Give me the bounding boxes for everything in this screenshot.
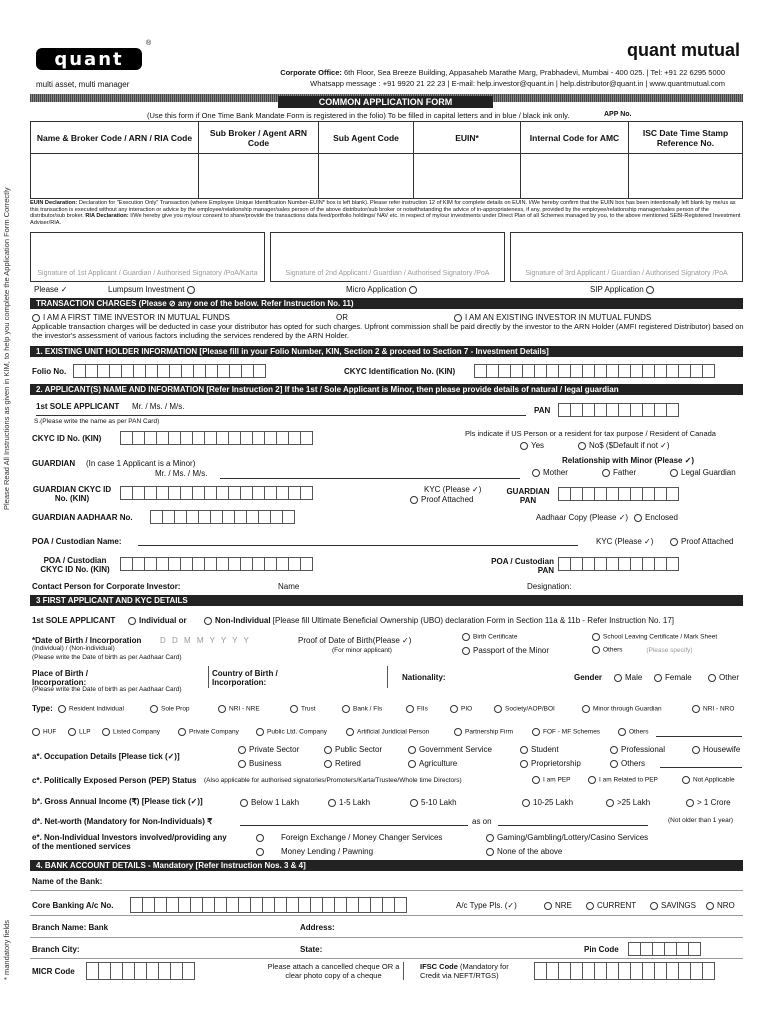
type-huf-radio[interactable] [32,728,40,736]
poa-ckyc-boxes[interactable] [120,557,312,571]
broker-header-subagent: Sub Agent Code [319,122,414,154]
pan-name-note: S.(Please write the name as per PAN Card) [34,418,160,425]
ac-nre[interactable]: NRE [544,901,572,910]
contact-name-label: Name [278,582,300,591]
address-label: Address: [300,923,335,932]
type-fiis-radio[interactable] [406,705,414,713]
poa-pan-boxes[interactable] [558,557,678,571]
type-sole-prop-radio[interactable] [150,705,158,713]
non-individual-option[interactable]: Non-Individual [Please fill Ultimate Beneficial Ownership (UBO) declaration Form in Section 11a & 11b - Refer Instruction No. 17] [204,616,674,625]
euin-cell[interactable] [414,154,521,199]
occ-private[interactable]: Private Sector [238,745,299,754]
type-sole-prop[interactable]: Sole Prop [150,705,190,713]
type-resident[interactable]: Resident Individual [58,705,124,713]
aadhaar-enclosed-radio[interactable] [634,514,642,522]
type-others-line[interactable] [656,736,742,737]
income-crore[interactable]: > 1 Crore [686,798,731,807]
core-banking-divider [30,915,743,916]
birth-cert-option[interactable]: Birth Certificate [462,633,517,641]
pan-label: PAN [534,406,551,415]
signature-box-3[interactable]: Signature of 3rd Applicant / Guardian / Authorised Signatory /PoA [510,232,743,282]
occ-professional[interactable]: Professional [610,745,665,754]
poa-name-label: POA / Custodian Name: [32,537,122,546]
not-older-note: (Not older than 1 year) [668,817,734,824]
micro-radio[interactable] [409,286,417,294]
pin-code-label: Pin Code [584,945,619,954]
ckyc-id-label: CKYC ID No. (KIN) [32,434,102,443]
ni-forex[interactable]: Foreign Exchange / Money Changer Services [256,833,442,842]
income-25plus-radio[interactable] [606,799,614,807]
occ-retired[interactable]: Retired [324,759,361,768]
ckyc-kin-boxes[interactable] [474,364,714,378]
sip-option[interactable]: SIP Application [590,285,657,294]
income-5-10[interactable]: 5-10 Lakh [410,798,457,807]
ac-nre-radio[interactable] [544,902,552,910]
subagent-cell[interactable] [319,154,414,199]
pep-option-related[interactable]: I am Related to PEP [588,776,658,784]
poa-pan-label: POA / Custodian PAN [491,557,554,575]
ni-none-radio[interactable] [486,848,494,856]
occ-others-line[interactable] [660,767,742,768]
occ-student[interactable]: Student [520,745,559,754]
form-title: COMMON APPLICATION FORM [278,96,493,108]
ifsc-boxes[interactable] [534,962,714,980]
broker-table [30,121,743,199]
branch-city-divider [30,958,743,959]
or-label: OR [336,313,348,322]
ac-nro[interactable]: NRO [706,901,735,910]
legal-guardian-option[interactable]: Legal Guardian [670,468,736,477]
type-nri-nre[interactable]: NRI - NRE [218,705,260,713]
ni-forex-radio[interactable] [256,834,264,842]
occupation-label: a*. Occupation Details [Please tick (✓)] [32,752,180,761]
ac-type-label: A/c Type Pls. (✓) [456,901,517,910]
poa-ckyc-label: POA / Custodian CKYC ID No. (KIN) [40,556,110,574]
micr-label: MICR Code [32,967,75,976]
subbroker-cell[interactable] [199,154,319,199]
type-pio[interactable]: PIO [450,705,472,713]
branch-name-divider [30,937,743,938]
broker-name-cell[interactable] [31,154,199,199]
lumpsum-radio[interactable] [187,286,195,294]
type-ajp[interactable]: Artificial Juridicial Person [346,728,429,736]
type-minor-guardian[interactable]: Minor through Guardian [582,705,662,713]
first-time-option[interactable]: I AM A FIRST TIME INVESTOR IN MUTUAL FUNDS [32,313,230,322]
type-nri-nro[interactable]: NRI - NRO [692,705,734,713]
type-others[interactable]: Others [618,728,649,736]
guardian-salutation: Mr. / Ms. / M/s. [155,469,208,478]
type-trust[interactable]: Trust [290,705,316,713]
occ-public-radio[interactable] [324,746,332,754]
nationality-label: Nationality: [402,673,446,682]
income-below1-radio[interactable] [240,799,248,807]
guardian-aadhaar-label: GUARDIAN AADHAAR No. [32,513,133,522]
pep-option-na[interactable]: Not Applicable [682,776,735,784]
core-banking-boxes[interactable] [130,897,406,913]
sole-name-line[interactable] [36,415,526,416]
broker-header-internal: Internal Code for AMC [521,122,629,154]
bank-name-label: Name of the Bank: [32,877,103,886]
occ-proprietorship[interactable]: Proprietorship [520,759,581,768]
us-yes-option[interactable]: Yes [520,441,544,450]
euin-declaration: EUIN Declaration: Declaration for "Execution Only" Transaction (where Employee Unique Identification Number-EUIN* box is left blank). Please refer instruction 12 of KIM for complete details on EUIN. I/We hereby confirm that the EUIN box has been intentionally left blank by me/us as this transaction is executed without any interaction or advice by the employee/relationship manager/sales person of the above distributor/sub broker or notwithstanding the advice of in-appropriateness, if any, provided by the employee/relationship manager/sales person of the distributor/sub broker. RIA Declaration: I/We hereby give you my/our consent to share/provide the transactions data feed/portfolio holdings/ NAV etc. in respect of my/our investments under Direct Plan of all Schemes managed by you, to the above mentioned SEBI-Registered Investment Adviser/RIA. [30,200,741,226]
side-instruction-text: Please Read All Instructions as given in KIM, to help you complete the Application Form Correctly [2,187,11,510]
bank-name-divider [30,890,743,891]
occ-proprietorship-radio[interactable] [520,760,528,768]
existing-option[interactable]: I AM AN EXISTING INVESTOR IN MUTUAL FUNDS [454,313,651,322]
type-fof[interactable]: FOF - MF Schemes [532,728,600,736]
broker-header-name: Name & Broker Code / ARN / RIA Code [31,122,199,154]
type-bank[interactable]: Bank / FIs [342,705,382,713]
sole-applicant-label: 1st SOLE APPLICANT [36,402,120,411]
income-crore-radio[interactable] [686,799,694,807]
pep-option-pep[interactable]: I am PEP [532,776,570,784]
pan-boxes[interactable] [558,403,678,417]
micr-boxes[interactable] [86,962,194,980]
us-yes-radio[interactable] [520,442,528,450]
type-llp[interactable]: LLP [68,728,91,736]
dob-sub: (Individual) / (Non-individual) [32,645,115,652]
pep-note: (Also applicable for authorised signatories/Promoters/Karta/Trustee/Whole time Directors) [204,777,462,784]
sip-radio[interactable] [646,286,654,294]
networth-line[interactable] [240,825,468,826]
contact-line: Whatsapp message : +91 9920 21 22 23 | E-mail: help.investor@quant.in | help.distributor@quant.in | www.quantmutual.com [310,79,725,88]
corporate-office-line: Corporate Office: 6th Floor, Sea Breeze Building, Appasaheb Marathe Marg, Prabhadevi, Mumbai - 400 025. | Tel: +91 22 6295 5000 [280,68,725,77]
father-option[interactable]: Father [602,468,636,477]
transaction-charges-bar: TRANSACTION CHARGES (Please ⊘ any one of the below. Refer Instruction No. 11) [30,298,743,309]
type-listed[interactable]: Listed Company [102,728,160,736]
mother-option[interactable]: Mother [532,468,568,477]
tagline: multi asset, multi manager [36,80,130,89]
transaction-note: Applicable transaction charges will be deducted in case your distributor has opted for such charges. Upfront commission shall be paid directly by the investor to the ARN Holder (AMFI registered Distributor) based on the investor's assessment of various factors including the services rendered by the ARN Holder. [32,322,744,340]
proof-dob-label: Proof of Date of Birth(Please ✓) [298,636,412,645]
individual-radio[interactable] [128,617,136,625]
passport-minor-radio[interactable] [462,647,470,655]
gender-label: Gender [574,673,603,682]
father-radio[interactable] [602,469,610,477]
branch-name-label: Branch Name: Bank [32,923,109,932]
dob-label: *Date of Birth / Incorporation [32,636,142,645]
folio-label: Folio No. [32,367,67,376]
ni-gaming-radio[interactable] [486,834,494,842]
instruction-line: (Use this form if One Time Bank Mandate Form is registered in the folio) To be filled in capital letters and in blue / black ink only. [147,111,570,120]
guardian-note: (In case 1 Applicant is a Minor) [86,459,196,468]
proof-others-option[interactable]: Others (Please specify) [592,646,693,654]
individual-option[interactable]: Individual or [128,616,187,625]
income-1-5-radio[interactable] [328,799,336,807]
birth-cert-radio[interactable] [462,633,470,641]
occ-business-radio[interactable] [238,760,246,768]
poa-kyc-label: KYC (Please ✓) [596,537,654,546]
type-partnership-radio[interactable] [454,728,462,736]
income-below1[interactable]: Below 1 Lakh [240,798,299,807]
type-partnership[interactable]: Partnership Firm [454,728,513,736]
male-radio[interactable] [614,674,622,682]
as-on-label: as on [472,817,492,826]
section4-bar: 4. BANK ACCOUNT DETAILS - Mandatory [Refer Instruction Nos. 3 & 4] [30,860,743,871]
app-no-label: APP No. [604,111,632,118]
type-others-radio[interactable] [618,728,626,736]
signature-box-2[interactable]: Signature of 2nd Applicant / Guardian / Authorised Signatory /PoA [270,232,505,282]
guardian-label: GUARDIAN [32,459,76,468]
dob-aadhaar-note: (Please write the Date of birth as per Aadhaar Card) [32,654,182,661]
type-llp-radio[interactable] [68,728,76,736]
income-label: b*. Gross Annual Income (₹) [Please tick (✓)] [32,797,203,806]
type-trust-radio[interactable] [290,705,298,713]
male-option[interactable]: Male [614,673,642,682]
lumpsum-option[interactable]: Lumpsum Investment [108,285,198,294]
ni-moneylending[interactable]: Money Lending / Pawning [256,847,373,856]
type-society-radio[interactable] [494,705,502,713]
occ-others-radio[interactable] [610,760,618,768]
relationship-label: Relationship with Minor (Please ✓) [562,456,695,465]
ckyc-kin-label: CKYC Identification No. (KIN) [344,367,456,376]
type-public-radio[interactable] [256,728,264,736]
guardian-ckyc-label: GUARDIAN CKYC ID No. (KIN) [32,485,112,503]
type-nri-nro-radio[interactable] [692,705,700,713]
isc-stamp-cell[interactable] [629,154,743,199]
occ-others[interactable]: Others [610,759,645,768]
other-gender-option[interactable]: Other [708,673,739,682]
income-1-5[interactable]: 1-5 Lakh [328,798,370,807]
place-birth-label: Place of Birth / Incorporation: [32,669,89,687]
occ-agriculture[interactable]: Agriculture [408,759,457,768]
school-cert-option[interactable]: School Leaving Certificate / Mark Sheet [592,633,717,641]
female-radio[interactable] [654,674,662,682]
micro-option[interactable]: Micro Application [346,285,420,294]
country-birth-label: Country of Birth / Incorporation: [212,669,278,687]
non-individual-label: e*. Non-Individual Investors involved/providing any of the mentioned services [32,833,227,851]
ni-none[interactable]: None of the above [486,847,562,856]
pep-related-radio[interactable] [588,776,596,784]
ni-gaming[interactable]: Gaming/Gambling/Lottery/Casino Services [486,833,648,842]
ac-savings-radio[interactable] [650,902,658,910]
income-10-25[interactable]: 10-25 Lakh [522,798,573,807]
type-fiis[interactable]: FIIs [406,705,428,713]
ckyc-id-boxes[interactable] [120,431,312,445]
type-bank-radio[interactable] [342,705,350,713]
mother-radio[interactable] [532,469,540,477]
occ-private-radio[interactable] [238,746,246,754]
guardian-proof-radio[interactable] [410,496,418,504]
aadhaar-enclosed-option[interactable]: Enclosed [634,513,678,522]
place-birth-aadhaar-note: (Please write the Date of birth as per Aadhaar Card) [32,686,182,693]
signature-box-1[interactable]: Signature of 1st Applicant / Guardian / Authorised Signatory /PoA/Karta [30,232,265,282]
poa-proof-radio[interactable] [670,538,678,546]
proof-others-radio[interactable] [592,646,600,654]
occ-business[interactable]: Business [238,759,281,768]
type-fof-radio[interactable] [532,728,540,736]
occ-student-radio[interactable] [520,746,528,754]
ifsc-label: IFSC Code (Mandatory for Credit via NEFT/RTGS) [420,962,509,980]
pep-radio[interactable] [532,776,540,784]
section2-bar: 2. APPLICANT(S) NAME AND INFORMATION [Refer Instruction 2] If the 1st / Sole Applicant is Minor, then please provide details of natural / legal guardian [30,384,743,395]
us-no-option[interactable]: No$ ($Default if not ✓) [578,441,670,450]
ac-current-radio[interactable] [586,902,594,910]
core-banking-label: Core Banking A/c No. [32,901,114,910]
income-5-10-radio[interactable] [410,799,418,807]
ac-savings[interactable]: SAVINGS [650,901,696,910]
mandatory-fields-note: * mandatory fields [2,919,11,980]
type-ajp-radio[interactable] [346,728,354,736]
type-pio-radio[interactable] [450,705,458,713]
brand-name: quant mutual [627,40,740,60]
occ-government[interactable]: Government Service [408,745,492,754]
type-minor-guardian-radio[interactable] [582,705,590,713]
ac-current[interactable]: CURRENT [586,901,636,910]
occ-housewife[interactable]: Housewife [692,745,740,754]
other-gender-radio[interactable] [708,674,716,682]
pep-na-radio[interactable] [682,776,690,784]
guardian-name-line[interactable] [220,478,520,479]
quant-logo [36,44,146,74]
section1-bar: 1. EXISTING UNIT HOLDER INFORMATION [Please fill in your Folio Number, KIN, Section 2 & proceed to Section 7 - Investment Details] [30,346,743,357]
first-time-radio[interactable] [32,314,40,322]
legal-guardian-radio[interactable] [670,469,678,477]
for-minor-note: (For minor applicant) [332,647,392,654]
income-25plus[interactable]: >25 Lakh [606,798,650,807]
occ-retired-radio[interactable] [324,760,332,768]
guardian-proof-option[interactable]: Proof Attached [410,495,473,504]
section3-bar: 3 FIRST APPLICANT AND KYC DETAILS [30,595,743,606]
poa-name-line[interactable] [138,545,578,546]
designation-label: Designation: [527,582,572,591]
broker-header-subbroker: Sub Broker / Agent ARN Code [199,122,319,154]
as-on-line[interactable] [498,825,648,826]
please-label: Please ✓ [34,285,68,294]
non-individual-radio[interactable] [204,617,212,625]
pin-code-boxes[interactable] [628,942,700,956]
type-public[interactable]: Public Ltd. Company [256,728,327,736]
type-resident-radio[interactable] [58,705,66,713]
guardian-aadhaar-boxes[interactable] [150,510,294,524]
us-person-question: Pls indicate if US Person or a resident for tax purpose / Resident of Canada [465,429,716,438]
us-no-radio[interactable] [578,442,586,450]
income-10-25-radio[interactable] [522,799,530,807]
state-label: State: [300,945,323,954]
cheque-note: Please attach a cancelled cheque OR a clear photo copy of a cheque [264,962,404,980]
type-listed-radio[interactable] [102,728,110,736]
occ-housewife-radio[interactable] [692,746,700,754]
broker-header-isc: ISC Date Time Stamp Reference No. [629,122,743,154]
school-cert-radio[interactable] [592,633,600,641]
internal-code-cell[interactable] [521,154,629,199]
type-label: Type: [32,704,53,713]
occ-government-radio[interactable] [408,746,416,754]
type-huf[interactable]: HUF [32,728,56,736]
type-society[interactable]: Society/AOP/BOI [494,705,555,713]
guardian-pan-label: GUARDIAN PAN [506,487,550,505]
type-private-radio[interactable] [178,728,186,736]
occ-professional-radio[interactable] [610,746,618,754]
passport-minor-option[interactable]: Passport of the Minor [462,646,549,655]
registered-mark: ® [146,40,152,47]
female-option[interactable]: Female [654,673,692,682]
contact-person-label: Contact Person for Corporate Investor: [32,582,181,591]
networth-label: d*. Net-worth (Mandatory for Non-Individuals) ₹ [32,817,213,826]
pep-label: c*. Politically Exposed Person (PEP) Status [32,776,197,785]
aadhaar-copy-label: Aadhaar Copy (Please ✓) [536,513,629,522]
ac-nro-radio[interactable] [706,902,714,910]
svg-text:quant: quant [54,49,124,70]
folio-boxes[interactable] [73,364,265,378]
occ-public[interactable]: Public Sector [324,745,382,754]
s3-sole-label: 1st SOLE APPLICANT [32,616,116,625]
broker-header-euin: EUIN* [414,122,521,154]
guardian-ckyc-boxes[interactable] [120,486,312,500]
existing-radio[interactable] [454,314,462,322]
poa-proof-option[interactable]: Proof Attached [670,537,733,546]
guardian-pan-boxes[interactable] [558,487,678,501]
dob-input[interactable]: D D M M Y Y Y Y [160,636,251,645]
type-private[interactable]: Private Company [178,728,239,736]
sole-salutation: Mr. / Ms. / M/s. [132,402,185,411]
type-nri-nre-radio[interactable] [218,705,226,713]
ni-moneylending-radio[interactable] [256,848,264,856]
guardian-kyc-label: KYC (Please ✓) [424,485,482,494]
branch-city-label: Branch City: [32,945,80,954]
occ-agriculture-radio[interactable] [408,760,416,768]
